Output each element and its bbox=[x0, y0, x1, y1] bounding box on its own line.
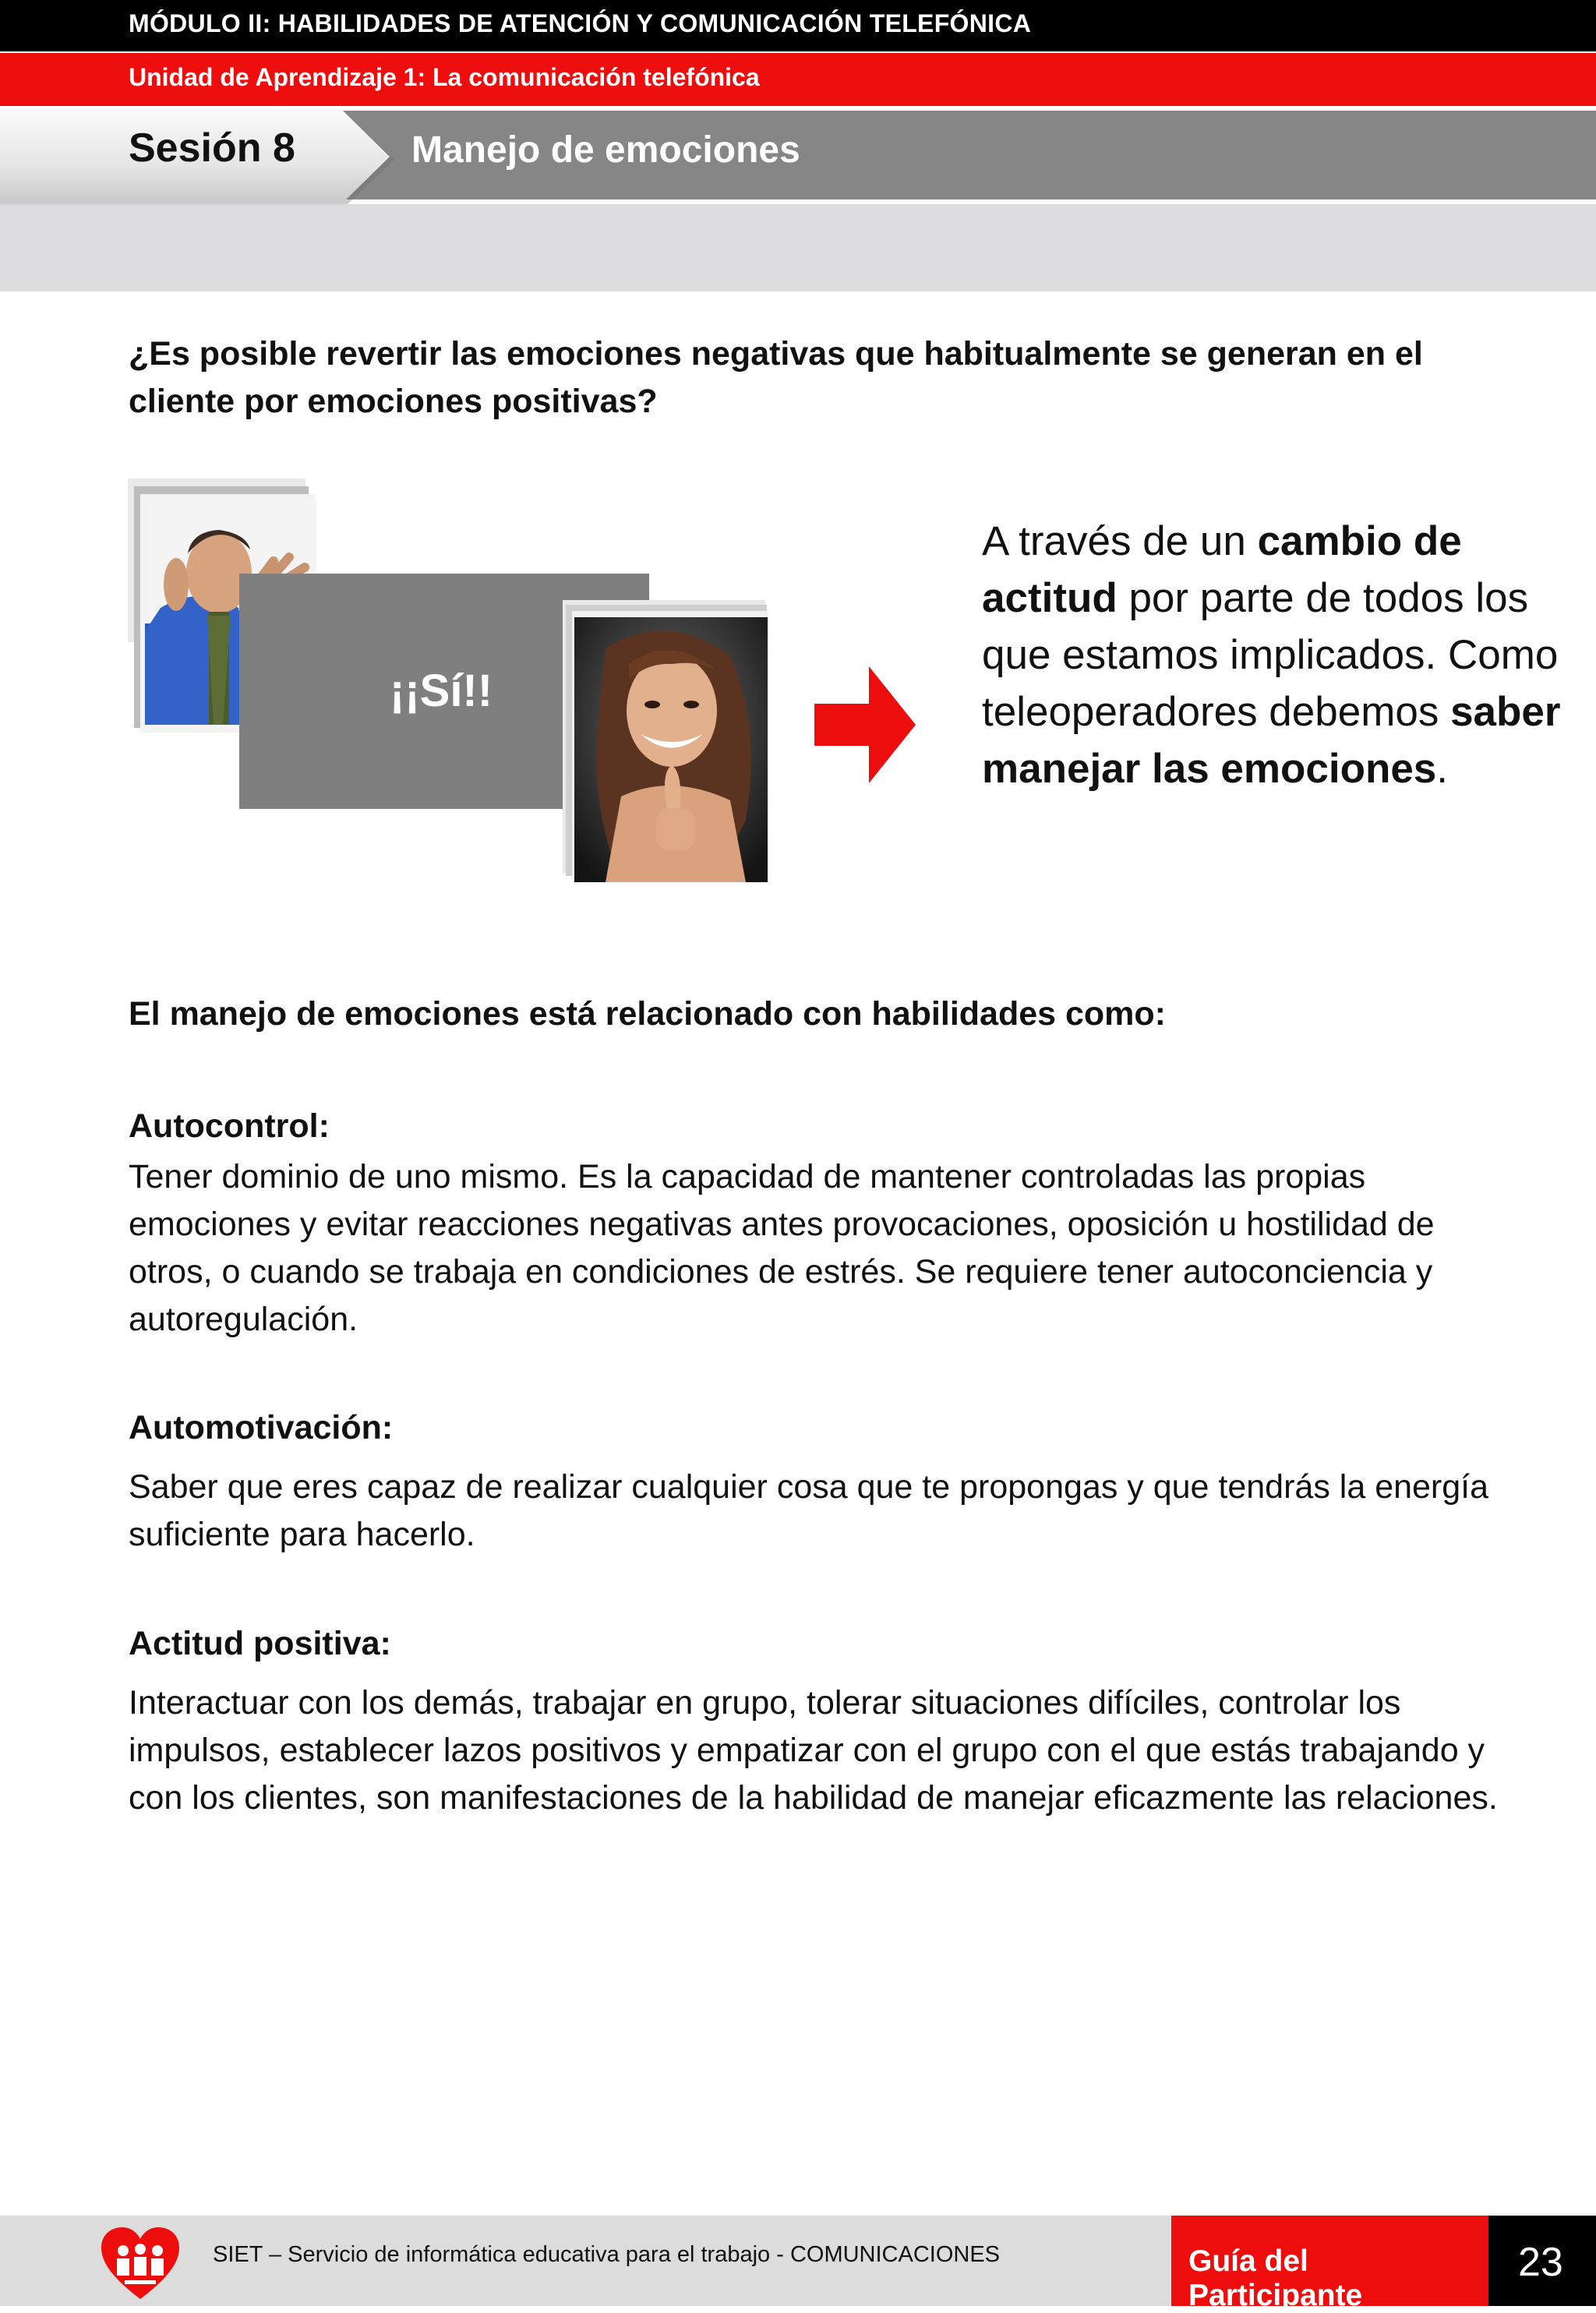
callout-text bbox=[982, 513, 1574, 797]
callout-text-3: . bbox=[1436, 746, 1449, 792]
callout-text-2: por parte de todos los que estamos implicados. Como teleoperadores debemos bbox=[982, 575, 1559, 735]
header-band bbox=[0, 204, 1596, 291]
module-header-bar bbox=[0, 0, 1596, 51]
illustration bbox=[125, 475, 810, 896]
unit-header-bar bbox=[0, 53, 1596, 106]
callout-bold-1: cambio de actitud bbox=[982, 518, 1462, 621]
page-number-box bbox=[1488, 2216, 1596, 2306]
callout-text-1: A través de un bbox=[982, 518, 1258, 564]
section-heading-automotivacion: Automotivación: bbox=[129, 1409, 394, 1446]
module-title: MÓDULO II: HABILIDADES DE ATENCIÓN Y COMUNICACIÓN TELEFÓNICA bbox=[129, 9, 1032, 37]
arrow-right-icon bbox=[814, 666, 916, 783]
page-number: 23 bbox=[1518, 2240, 1563, 2285]
footer-org: SIET – Servicio de informática educativa para el trabajo - COMUNICACIONES bbox=[213, 2242, 1001, 2267]
section-body-autocontrol: Tener dominio de uno mismo. Es la capacidad de mantener controladas las propias emociones y evitar reacciones negativas antes provocaciones, oposición u hostilidad de otros, o cuando se trabaja en condiciones de estrés. Se requiere tener autoconciencia y autoregulación. bbox=[129, 1158, 1435, 1338]
si-label: ¡¡Sí!! bbox=[390, 666, 493, 716]
lead-question: ¿Es posible revertir las emociones negativas que habitualmente se generan en el cliente por emociones positivas? bbox=[129, 335, 1423, 420]
unit-title: Unidad de Aprendizaje 1: La comunicación telefónica bbox=[129, 63, 760, 91]
section-body-automotivacion: Saber que eres capaz de realizar cualquier cosa que te propongas y que tendrás la energía suficiente para hacerlo. bbox=[129, 1468, 1489, 1553]
callout-bold-2: saber manejar las emociones bbox=[982, 689, 1561, 792]
section-heading-autocontrol: Autocontrol: bbox=[129, 1107, 330, 1145]
guide-label-box bbox=[1171, 2216, 1488, 2312]
session-title: Manejo de emociones bbox=[411, 129, 800, 171]
heart-logo-icon bbox=[101, 2227, 179, 2301]
guide-label: Guía del Participante bbox=[1188, 2244, 1363, 2312]
section-body-actitud: Interactuar con los demás, trabajar en grupo, tolerar situaciones difíciles, controlar los impulsos, establecer lazos positivos y empatizar con el grupo con el que estás trabajando y con los clientes, son manifestaciones de la habilidad de manejar eficazmente las relaciones. bbox=[129, 1684, 1498, 1817]
session-label: Sesión 8 bbox=[129, 125, 295, 171]
skills-intro: El manejo de emociones está relacionado con habilidades como: bbox=[129, 995, 1166, 1033]
happy-woman-photo bbox=[574, 617, 768, 882]
section-heading-actitud: Actitud positiva: bbox=[129, 1625, 391, 1662]
